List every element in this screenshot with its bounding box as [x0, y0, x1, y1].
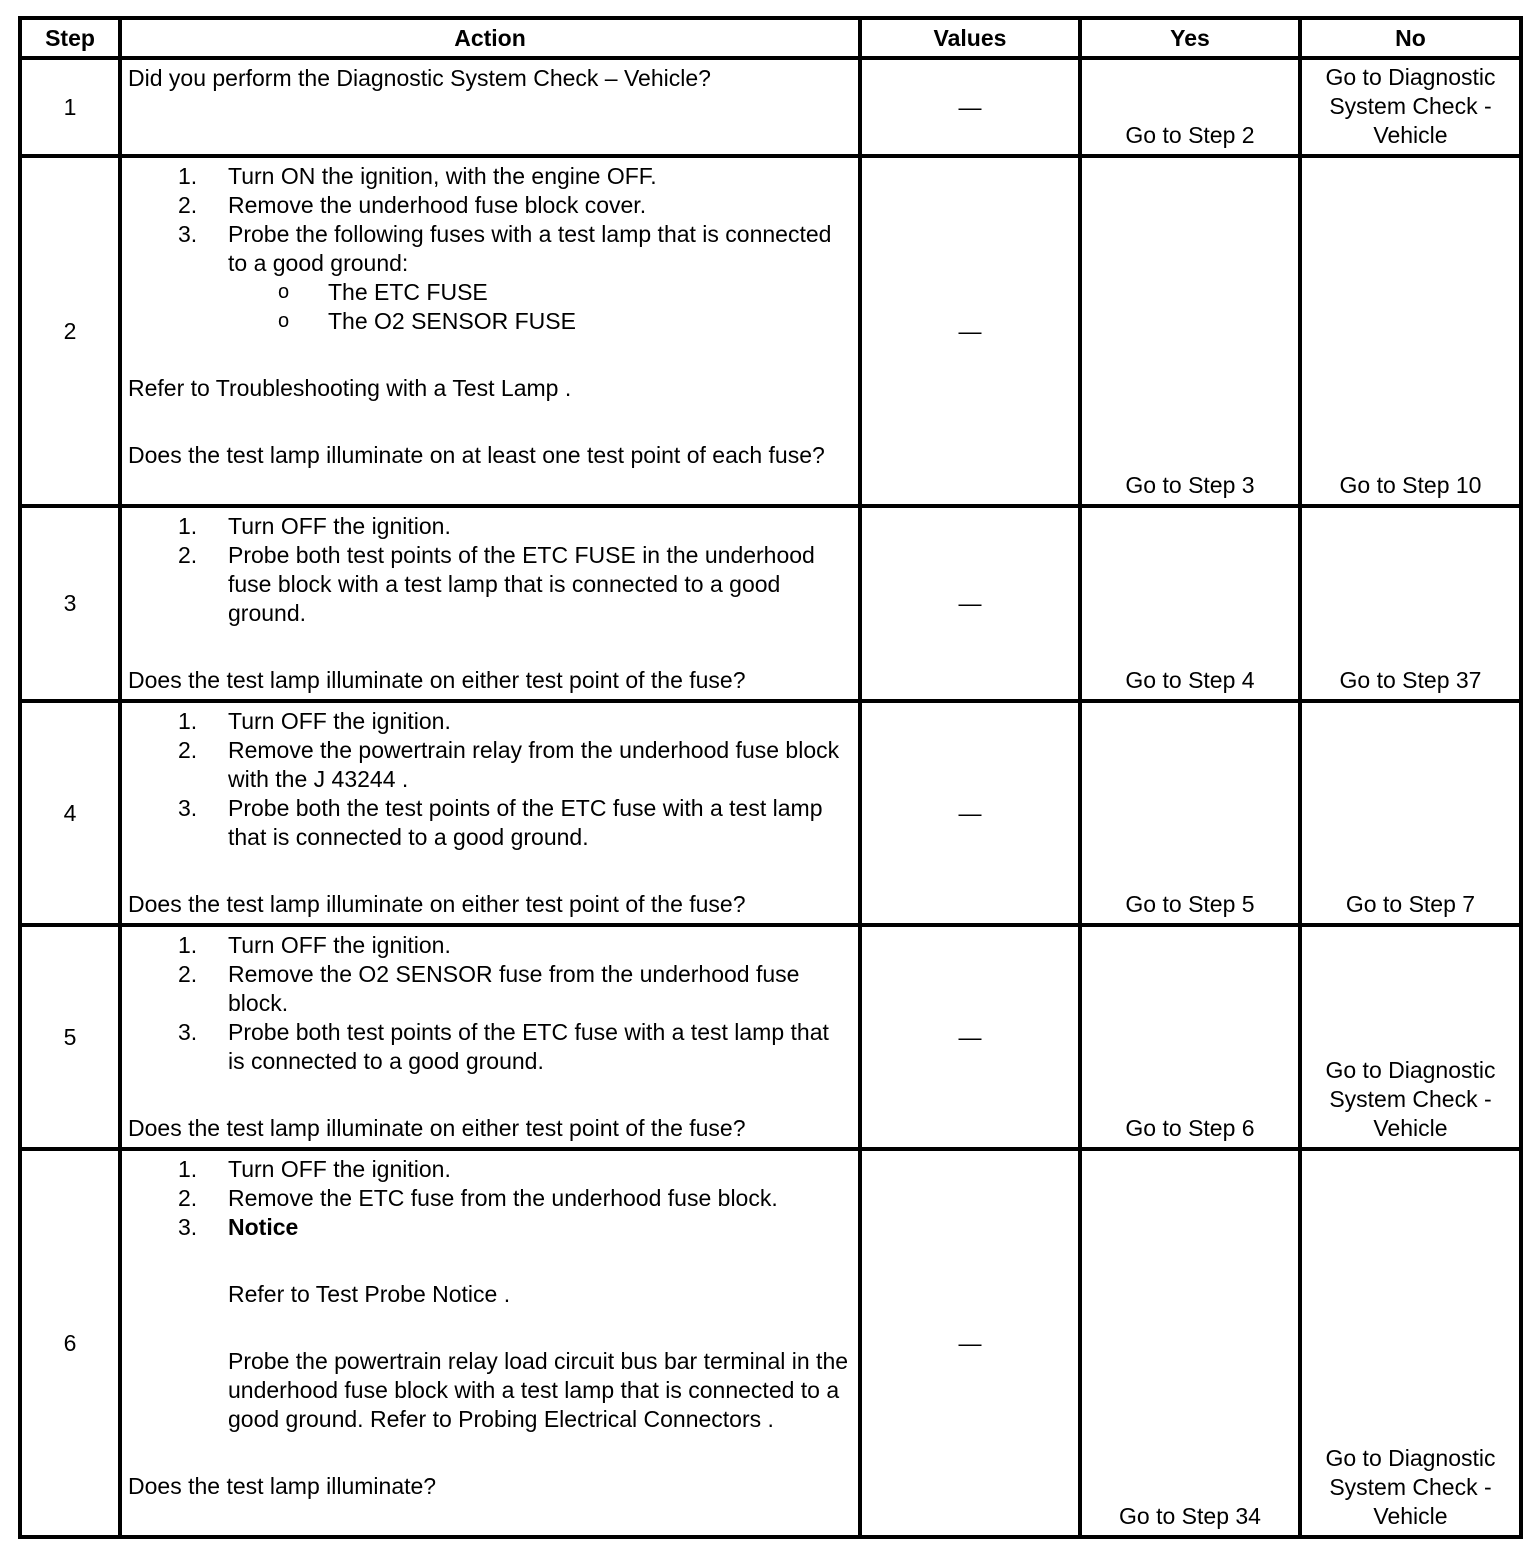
values-cell: —: [860, 506, 1080, 701]
step-number: 2: [20, 156, 120, 506]
header-values: Values: [860, 18, 1080, 58]
step-number: 6: [20, 1149, 120, 1537]
action-cell: [120, 925, 860, 1149]
action-question: Did you perform the Diagnostic System Check – Vehicle?: [128, 65, 711, 91]
diagnostic-table: [18, 16, 1523, 1539]
item-number: 1.: [178, 932, 198, 958]
list-item: [128, 191, 850, 220]
item-text: Turn OFF the ignition.: [228, 513, 451, 539]
action-question: Does the test lamp illuminate on either test point of the fuse?: [128, 891, 746, 917]
yes-cell: Go to Step 2: [1080, 58, 1300, 156]
action-steps: [128, 162, 850, 336]
list-item: [128, 541, 850, 628]
action-cell: [120, 506, 860, 701]
header-action: Action: [120, 18, 860, 58]
action-cell: [120, 1149, 860, 1537]
item-number: 3.: [178, 1019, 198, 1045]
action-steps: [128, 512, 850, 628]
item-number: 3.: [178, 1214, 198, 1240]
item-number: 2.: [178, 192, 198, 218]
action-question: Does the test lamp illuminate on either test point of the fuse?: [128, 667, 746, 693]
no-cell: Go to Diagnostic System Check - Vehicle: [1300, 58, 1521, 156]
item-text: Turn OFF the ignition.: [228, 708, 451, 734]
values-cell: —: [860, 156, 1080, 506]
item-number: 2.: [178, 961, 198, 987]
item-number: 1.: [178, 708, 198, 734]
item-text: Remove the O2 SENSOR fuse from the underhood fuse block.: [228, 961, 800, 1016]
list-item: [128, 794, 850, 852]
list-item: [128, 1213, 850, 1434]
yes-cell: Go to Step 4: [1080, 506, 1300, 701]
item-text: Remove the powertrain relay from the underhood fuse block with the J 43244 .: [228, 737, 840, 792]
no-cell: Go to Step 37: [1300, 506, 1521, 701]
bullet-icon: o: [278, 281, 290, 303]
item-number: 1.: [178, 513, 198, 539]
step-number: 3: [20, 506, 120, 701]
item-number: 1.: [178, 163, 198, 189]
item-text: Probe the following fuses with a test lamp that is connected to a good ground:: [228, 221, 832, 276]
item-number: 2.: [178, 542, 198, 568]
values-cell: —: [860, 701, 1080, 925]
action-question: Does the test lamp illuminate on at least one test point of each fuse?: [128, 442, 825, 468]
list-item: [128, 1018, 850, 1076]
list-item: [128, 220, 850, 336]
action-cell: [120, 701, 860, 925]
step-number: 4: [20, 701, 120, 925]
no-cell: Go to Diagnostic System Check - Vehicle: [1300, 1149, 1521, 1537]
list-item: [128, 736, 850, 794]
item-number: 2.: [178, 1185, 198, 1211]
header-step: Step: [20, 18, 120, 58]
action-cell: [120, 156, 860, 506]
bullet-icon: o: [278, 310, 290, 332]
action-question: Does the test lamp illuminate on either test point of the fuse?: [128, 1115, 746, 1141]
item-text: Probe both test points of the ETC FUSE in the underhood fuse block with a test lamp that is connected to a good ground.: [228, 542, 815, 626]
values-cell: —: [860, 925, 1080, 1149]
item-text: Turn ON the ignition, with the engine OFF.: [228, 163, 657, 189]
sub-list: [228, 278, 850, 336]
list-item: [128, 707, 850, 736]
step-number: 1: [20, 58, 120, 156]
item-text: Turn OFF the ignition.: [228, 932, 451, 958]
values-cell: —: [860, 58, 1080, 156]
action-question: Does the test lamp illuminate?: [128, 1473, 437, 1499]
list-item: [128, 1184, 850, 1213]
action-note: Refer to Troubleshooting with a Test Lamp .: [128, 375, 572, 401]
action-steps: [128, 931, 850, 1076]
step-number: 5: [20, 925, 120, 1149]
table-row: [20, 506, 1521, 701]
sub-item-text: The ETC FUSE: [328, 279, 488, 305]
item-number: 1.: [178, 1156, 198, 1182]
values-cell: —: [860, 1149, 1080, 1537]
item-number: 2.: [178, 737, 198, 763]
item-number: 3.: [178, 221, 198, 247]
notice-reference: Refer to Test Probe Notice .: [228, 1281, 511, 1307]
table-row: [20, 701, 1521, 925]
table-row: [20, 1149, 1521, 1537]
no-cell: Go to Step 10: [1300, 156, 1521, 506]
table-row: [20, 156, 1521, 506]
list-item: [128, 931, 850, 960]
action-steps: [128, 707, 850, 852]
item-text: Probe the powertrain relay load circuit bus bar terminal in the underhood fuse block with a test lamp that is connected to a good ground. Refer to Probing Electrical Connectors .: [228, 1348, 849, 1432]
sub-list-item: [228, 307, 850, 336]
table-row: [20, 925, 1521, 1149]
item-text: Turn OFF the ignition.: [228, 1156, 451, 1182]
yes-cell: Go to Step 3: [1080, 156, 1300, 506]
list-item: [128, 960, 850, 1018]
header-row: [20, 18, 1521, 58]
yes-cell: Go to Step 5: [1080, 701, 1300, 925]
sub-item-text: The O2 SENSOR FUSE: [328, 308, 576, 334]
item-text: Probe both the test points of the ETC fuse with a test lamp that is connected to a good ground.: [228, 795, 823, 850]
yes-cell: Go to Step 6: [1080, 925, 1300, 1149]
action-steps: [128, 1155, 850, 1434]
table-row: [20, 58, 1521, 156]
item-text: Remove the underhood fuse block cover.: [228, 192, 647, 218]
header-yes: Yes: [1080, 18, 1300, 58]
list-item: [128, 512, 850, 541]
action-cell: [120, 58, 860, 156]
list-item: [128, 1155, 850, 1184]
no-cell: Go to Diagnostic System Check - Vehicle: [1300, 925, 1521, 1149]
list-item: [128, 162, 850, 191]
yes-cell: Go to Step 34: [1080, 1149, 1300, 1537]
no-cell: Go to Step 7: [1300, 701, 1521, 925]
sub-list-item: [228, 278, 850, 307]
item-text: Probe both test points of the ETC fuse with a test lamp that is connected to a good ground.: [228, 1019, 829, 1074]
notice-label: Notice: [228, 1214, 299, 1240]
item-text: Remove the ETC fuse from the underhood fuse block.: [228, 1185, 778, 1211]
item-number: 3.: [178, 795, 198, 821]
header-no: No: [1300, 18, 1521, 58]
